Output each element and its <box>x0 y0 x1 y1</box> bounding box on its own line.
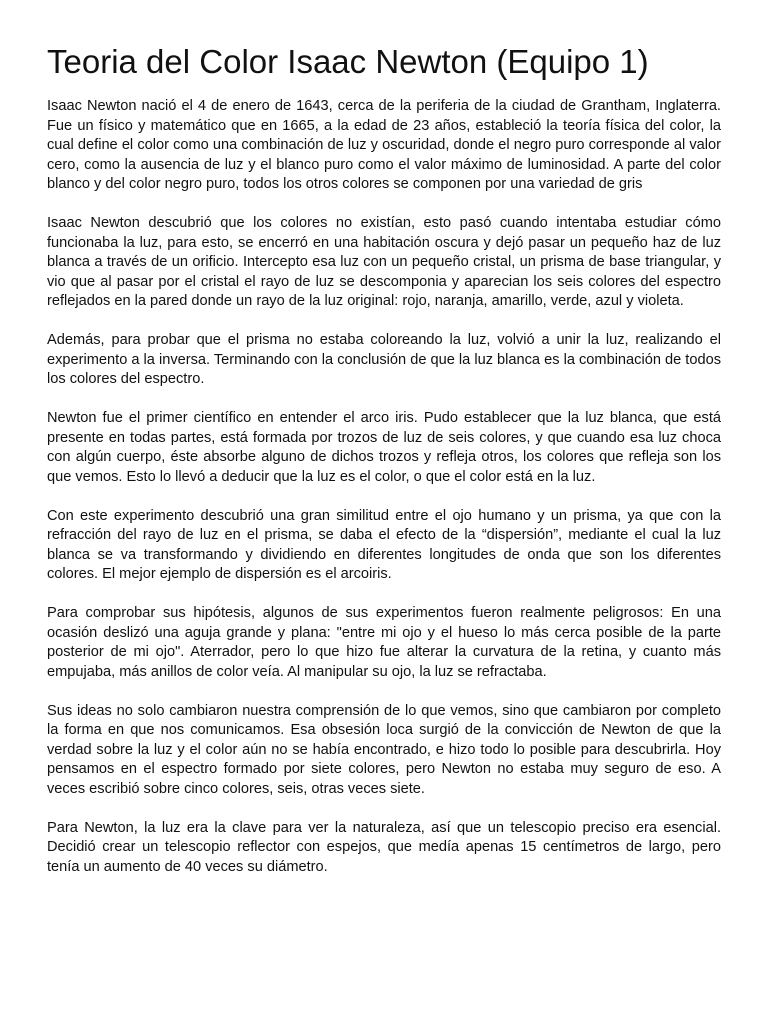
document-title: Teoria del Color Isaac Newton (Equipo 1) <box>47 43 649 80</box>
paragraph-ideas-impact: Sus ideas no solo cambiaron nuestra comprensión de lo que vemos, sino que cambiaron por completo la forma en que nos comunicamos. Esa obsesión loca surgió de la convicción de Newton de que la verdad sobre la luz y el color aún no se había encontrado, e hizo todo lo posible para descubrirla. Hoy pensamos en el espectro formado por siete colores, pero Newton no estaba muy seguro de eso. A veces escribió sobre cinco colores, seis, otras veces siete. <box>47 702 721 797</box>
paragraph-telescope: Para Newton, la luz era la clave para ver la naturaleza, así que un telescopio preciso era esencial. Decidió crear un telescopio reflector con espejos, que medía apenas 15 centímetros de largo, pero tenía un aumento de 40 veces su diámetro. <box>47 819 721 875</box>
paragraph-inverse-experiment: Además, para probar que el prisma no estaba coloreando la luz, volvió a unir la luz, realizando el experimento a la inversa. Terminando con la conclusión de que la luz blanca es la combinación de todos los colores del espectro. <box>47 332 721 387</box>
paragraph-birth-and-theory: Isaac Newton nació el 4 de enero de 1643, cerca de la periferia de la ciudad de Grantham, Inglaterra. Fue un físico y matemático que en 1665, a la edad de 23 años, estableció la teoría física del color, la cual define el color como una combinación de luz y oscuridad, donde el negro puro corresponde al valor cero, como la ausencia de luz y el blanco puro como el valor máximo de luminosidad. A parte del color blanco y del color negro puro, todos los otros colores se componen por una variedad de gris <box>47 98 721 192</box>
paragraph-dispersion: Con este experimento descubrió una gran similitud entre el ojo humano y un prisma, ya que con la refracción del rayo de luz en el prisma, se daba el efecto de la “dispersión”, mediante el cual la luz blanca se va transformando y dividiendo en diferentes longitudes de onda que son los diferentes colores. El mejor ejemplo de dispersión es el arcoiris. <box>47 507 721 582</box>
document-page <box>47 38 721 897</box>
paragraph-prism-experiment: Isaac Newton descubrió que los colores no existían, esto pasó cuando intentaba estudiar cómo funcionaba la luz, para esto, se encerró en una habitación oscura y dejó pasar un pequeño haz de luz blanca a través de un orificio. Intercepto esa luz con un pequeño cristal, un prisma de base triangular, y vio que al pasar por el cristal el rayo de luz se descomponia y aparecian los seis colores del espectro reflejados en la pared donde un rayo de la luz original: rojo, naranja, amarillo, verde, azul y violeta. <box>47 215 721 309</box>
paragraph-rainbow: Newton fue el primer científico en entender el arco iris. Pudo establecer que la luz blanca, que está presente en todas partes, está formada por trozos de luz de seis colores, y que cuando esa luz choca con algún cuerpo, éste absorbe alguno de dichos trozos y refleja otros, los colores que refleja son los que vemos. Esto lo llevó a deducir que la luz es el color, o que el color está en la luz. <box>47 410 721 485</box>
paragraph-dangerous-experiments: Para comprobar sus hipótesis, algunos de sus experimentos fueron realmente peligrosos: En una ocasión deslizó una aguja grande y plana: "entre mi ojo y el hueso lo más cerca posible de la parte posterior de mi ojo". Aterrador, pero lo que hizo fue alterar la curvatura de la retina, y cuanto más empujaba, más anillos de color veía. Al manipular su ojo, la luz se refractaba. <box>47 605 721 680</box>
